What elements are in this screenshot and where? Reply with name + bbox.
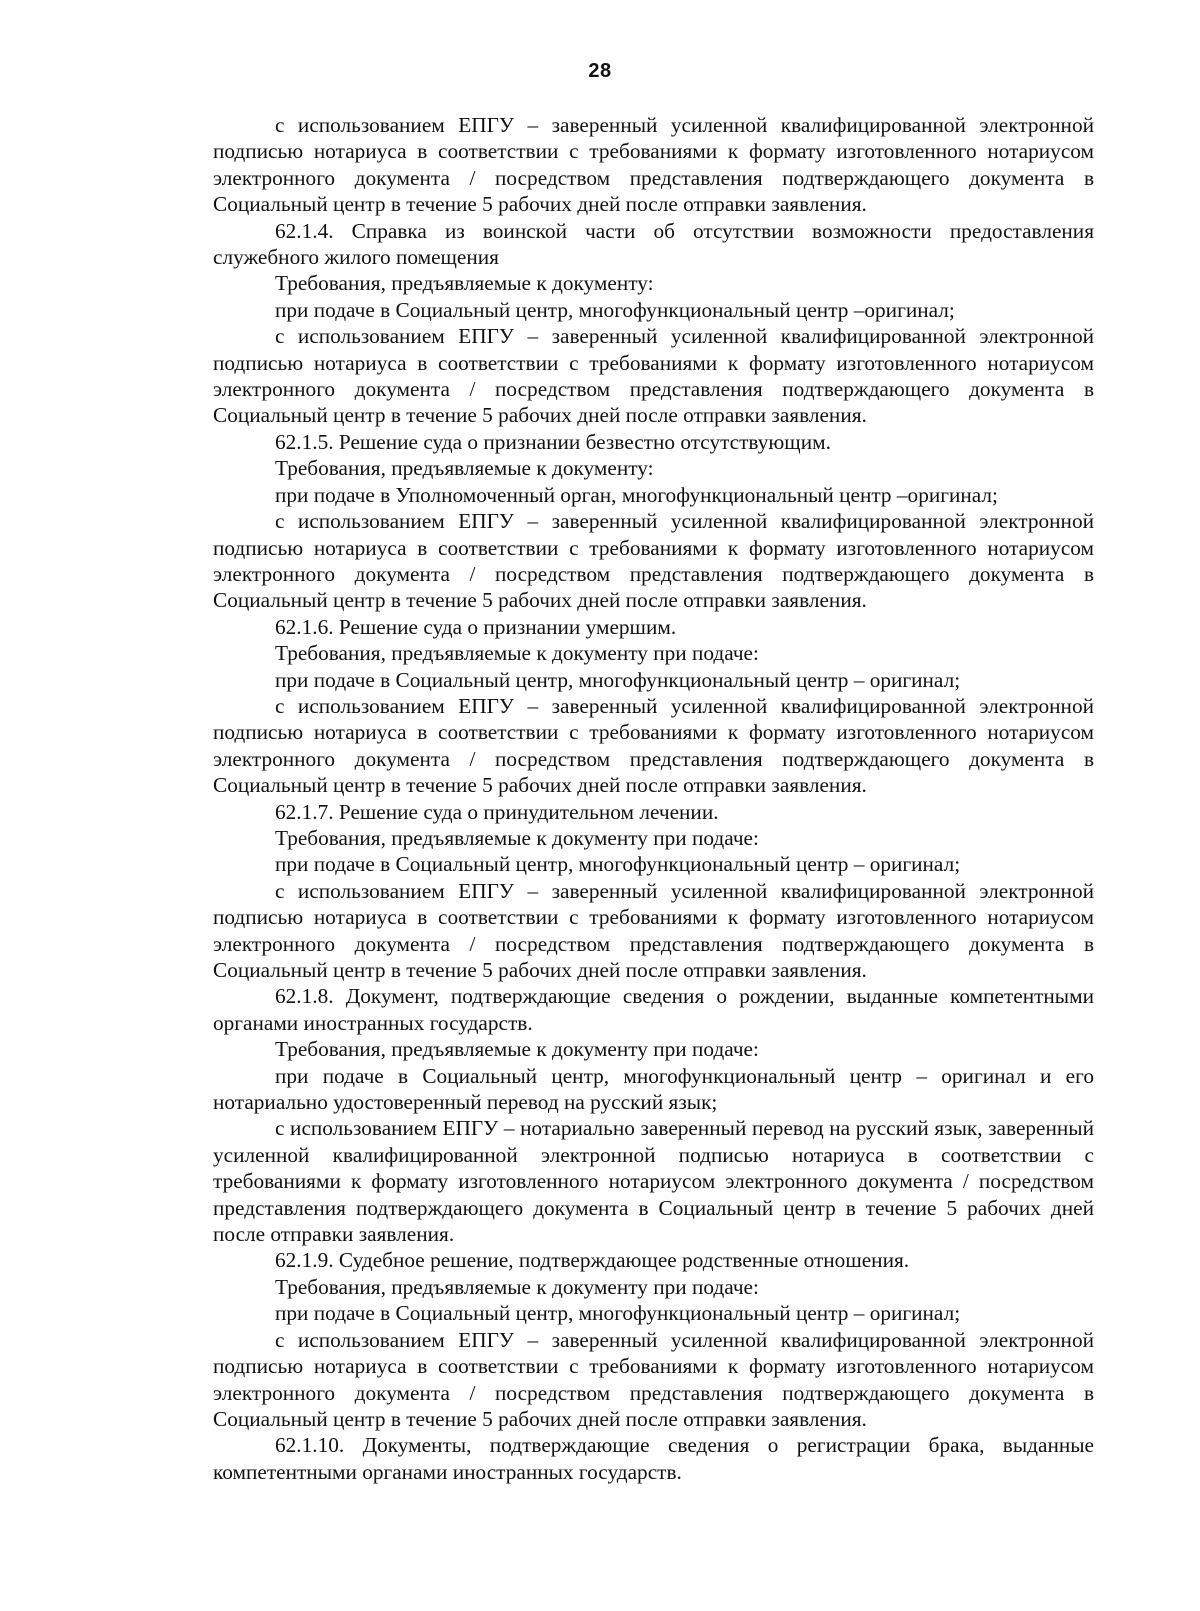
page-number: 28 bbox=[588, 60, 612, 82]
paragraph: Требования, предъявляемые к документу при подаче: bbox=[275, 825, 759, 850]
section-heading-62-1-8: 62.1.8. Документ, подтверждающие сведения о рождении, выданные компетентными органами иностранных государств. bbox=[213, 984, 1094, 1035]
section-heading-62-1-6: 62.1.6. Решение суда о признании умершим. bbox=[275, 614, 677, 639]
paragraph: Требования, предъявляемые к документу: bbox=[275, 456, 654, 481]
paragraph: с использованием ЕПГУ – нотариально заверенный перевод на русский язык, заверенный усиленной квалифицированной электронной подписью нотариуса в соответствии с требованиями к формату изготовленного нотариусом электронного документа / посредством представления подтверждающего документа в Социальный центр в течение 5 рабочих дней после отправки заявления. bbox=[213, 1116, 1094, 1247]
section-heading-62-1-7: 62.1.7. Решение суда о принудительном лечении. bbox=[275, 799, 719, 824]
paragraph: Требования, предъявляемые к документу при подаче: bbox=[275, 1037, 759, 1062]
section-heading-62-1-5: 62.1.5. Решение суда о признании безвестно отсутствующим. bbox=[275, 429, 831, 454]
paragraph: с использованием ЕПГУ – заверенный усиленной квалифицированной электронной подписью нотариуса в соответствии с требованиями к формату изготовленного нотариусом электронного документа / посредством представления подтверждающего документа в Социальный центр в течение 5 рабочих дней после отправки заявления. bbox=[213, 509, 1094, 613]
paragraph: с использованием ЕПГУ – заверенный усиленной квалифицированной электронной подписью нотариуса в соответствии с требованиями к формату изготовленного нотариусом электронного документа / посредством представления подтверждающего документа в Социальный центр в течение 5 рабочих дней после отправки заявления. bbox=[213, 324, 1094, 428]
paragraph: с использованием ЕПГУ – заверенный усиленной квалифицированной электронной подписью нотариуса в соответствии с требованиями к формату изготовленного нотариусом электронного документа / посредством представления подтверждающего документа в Социальный центр в течение 5 рабочих дней после отправки заявления. bbox=[213, 878, 1094, 982]
section-heading-62-1-9: 62.1.9. Судебное решение, подтверждающее родственные отношения. bbox=[275, 1248, 910, 1273]
section-heading-62-1-4: 62.1.4. Справка из воинской части об отсутствии возможности предоставления служебного жилого помещения bbox=[213, 218, 1094, 270]
paragraph: Требования, предъявляемые к документу при подаче: bbox=[275, 1274, 759, 1299]
paragraph: Требования, предъявляемые к документу при подаче: bbox=[275, 641, 759, 666]
paragraph: с использованием ЕПГУ – заверенный усиленной квалифицированной электронной подписью нотариуса в соответствии с требованиями к формату изготовленного нотариусом электронного документа / посредством представления подтверждающего документа в Социальный центр в течение 5 рабочих дней после отправки заявления. bbox=[213, 113, 1094, 217]
section-heading-62-1-10: 62.1.10. Документы, подтверждающие сведения о регистрации брака, выданные компетентными органами иностранных государств. bbox=[213, 1433, 1094, 1484]
paragraph: с использованием ЕПГУ – заверенный усиленной квалифицированной электронной подписью нотариуса в соответствии с требованиями к формату изготовленного нотариусом электронного документа / посредством представления подтверждающего документа в Социальный центр в течение 5 рабочих дней после отправки заявления. bbox=[213, 1327, 1094, 1431]
paragraph: с использованием ЕПГУ – заверенный усиленной квалифицированной электронной подписью нотариуса в соответствии с требованиями к формату изготовленного нотариусом электронного документа / посредством представления подтверждающего документа в Социальный центр в течение 5 рабочих дней после отправки заявления. bbox=[213, 693, 1094, 798]
paragraph: при подаче в Уполномоченный орган, многофункциональный центр –оригинал; bbox=[275, 482, 998, 507]
paragraph: при подаче в Социальный центр, многофункциональный центр – оригинал; bbox=[275, 667, 961, 692]
paragraph: при подаче в Социальный центр, многофункциональный центр –оригинал; bbox=[275, 297, 955, 322]
paragraph: при подаче в Социальный центр, многофункциональный центр – оригинал; bbox=[275, 852, 961, 877]
paragraph: Требования, предъявляемые к документу: bbox=[275, 271, 654, 296]
paragraph: при подаче в Социальный центр, многофункциональный центр – оригинал и его нотариально удостоверенный перевод на русский язык; bbox=[213, 1063, 1094, 1115]
document-body bbox=[213, 112, 1094, 1485]
paragraph: при подаче в Социальный центр, многофункциональный центр – оригинал; bbox=[275, 1301, 961, 1326]
